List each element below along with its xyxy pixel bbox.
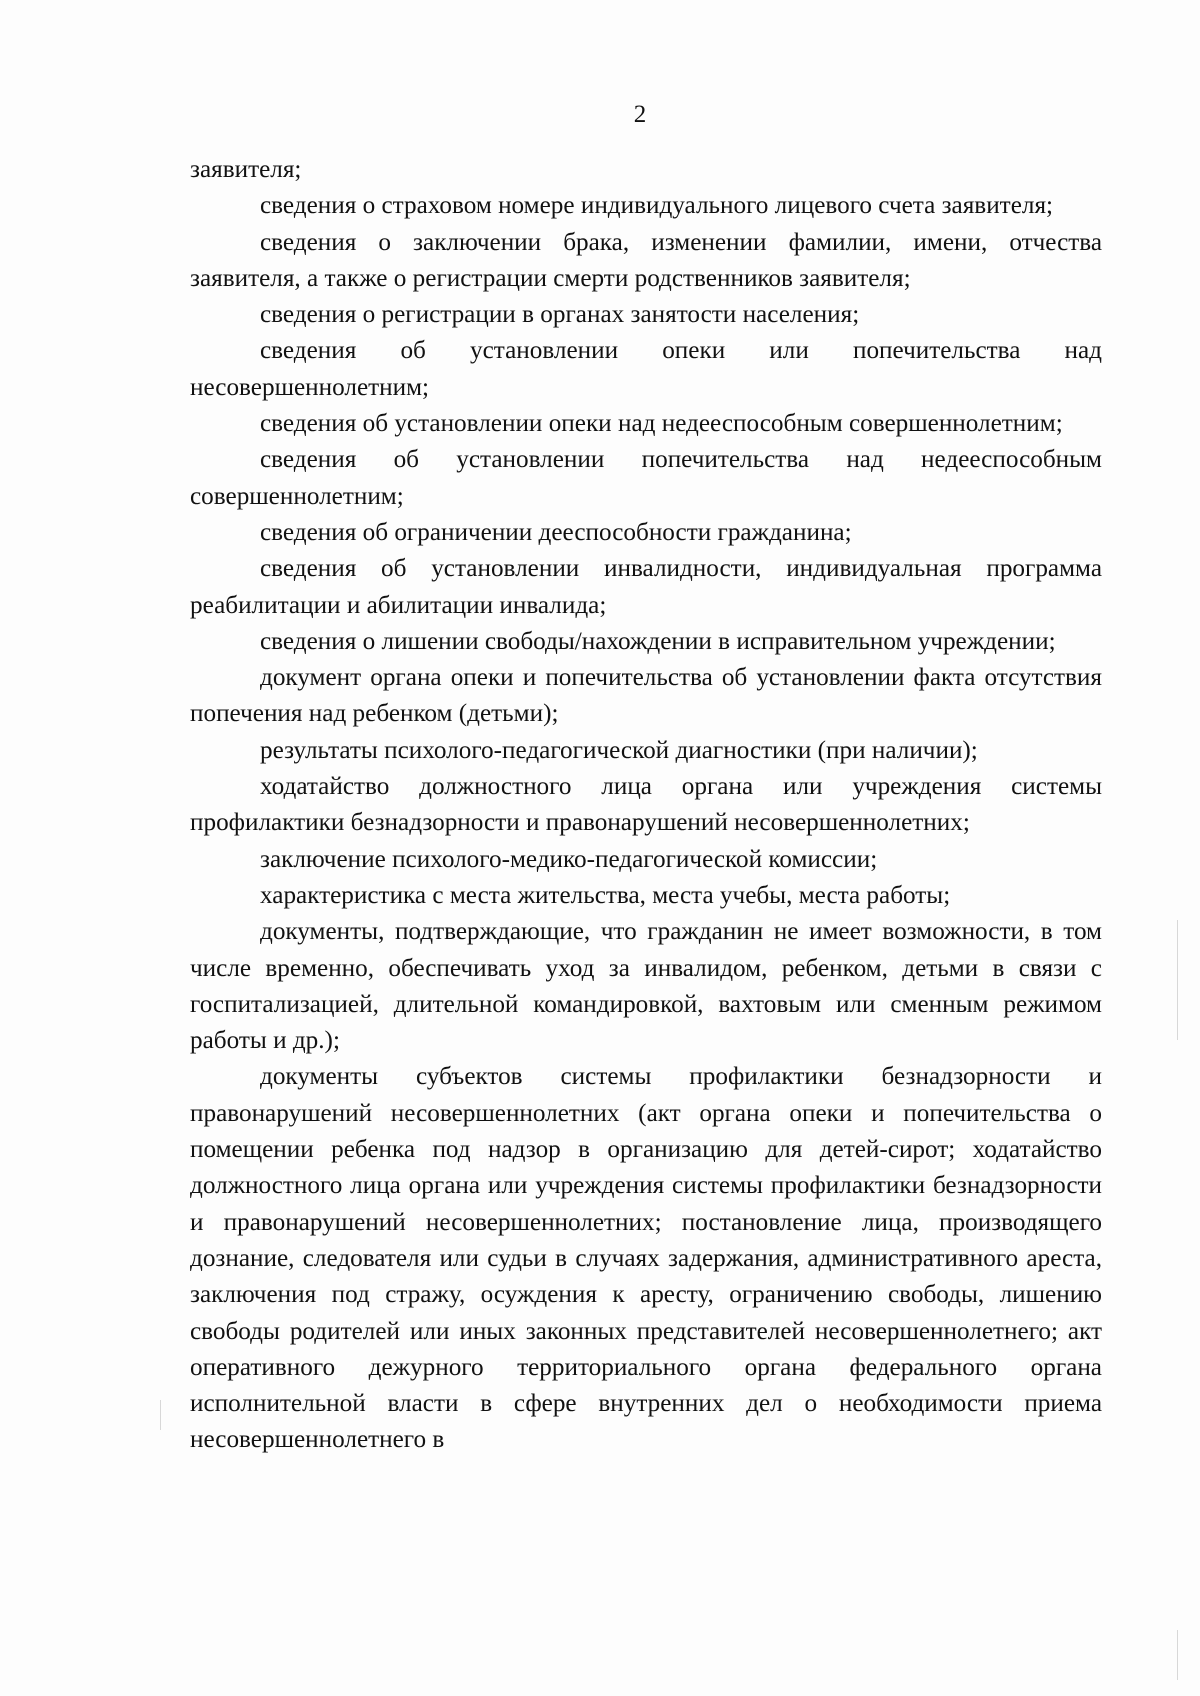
paragraph: сведения о лишении свободы/нахождении в исправительном учреждении; bbox=[260, 627, 1056, 655]
paragraph: заявителя; bbox=[190, 156, 302, 183]
paragraph: документ органа опеки и попечительства об установлении факта отсутствия попечения над ребенком (детьми); bbox=[190, 664, 1102, 728]
paragraph: сведения об установлении попечительства над недееспособным совершеннолетним; bbox=[190, 446, 1102, 510]
document-body bbox=[190, 152, 1102, 1459]
scan-artifact bbox=[1177, 920, 1178, 1040]
page-number: 2 bbox=[633, 101, 647, 128]
paragraph: ходатайство должностного лица органа или учреждения системы профилактики безнадзорности и правонарушений несовершеннолетних; bbox=[190, 773, 1102, 837]
paragraph: сведения об ограничении дееспособности гражданина; bbox=[260, 518, 852, 546]
paragraph: заключение психолого-медико-педагогической комиссии; bbox=[260, 845, 878, 873]
paragraph: документы, подтверждающие, что гражданин не имеет возможности, в том числе временно, обеспечивать уход за инвалидом, ребенком, детьми в связи с госпитализацией, длительной командировкой, вахтовым или сменным режимом работы и др.); bbox=[190, 918, 1102, 1055]
paragraph: характеристика с места жительства, места учебы, места работы; bbox=[260, 881, 951, 909]
paragraph: результаты психолого-педагогической диагностики (при наличии); bbox=[260, 736, 978, 764]
scan-artifact bbox=[160, 1400, 161, 1430]
paragraph: сведения об установлении опеки над недееспособным совершеннолетним; bbox=[260, 410, 1063, 438]
scan-artifact bbox=[1177, 1630, 1178, 1680]
paragraph: сведения об установлении опеки или попечительства над несовершеннолетним; bbox=[190, 337, 1102, 401]
paragraph: сведения о регистрации в органах занятости населения; bbox=[260, 301, 860, 329]
paragraph: сведения о заключении брака, изменении фамилии, имени, отчества заявителя, а также о регистрации смерти родственников заявителя; bbox=[190, 228, 1102, 292]
paragraph: документы субъектов системы профилактики безнадзорности и правонарушений несовершеннолетних (акт органа опеки и попечительства о помещении ребенка под надзор в организацию для детей-сирот; ходатайство должностного лица органа или учреждения системы профилактики безнадзорности и правонарушений несовершеннолетних; постановление лица, производящего дознание, следователя или судьи в случаях задержания, административного ареста, заключения под стражу, осуждения к аресту, ограничению свободы, лишению свободы родителей или иных законных представителей несовершеннолетнего; акт оперативного дежурного территориального органа федерального органа исполнительной власти в сфере внутренних дел о необходимости приема несовершеннолетнего в bbox=[190, 1063, 1102, 1454]
paragraph: сведения о страховом номере индивидуального лицевого счета заявителя; bbox=[260, 192, 1054, 220]
paragraph: сведения об установлении инвалидности, индивидуальная программа реабилитации и абилитации инвалида; bbox=[190, 555, 1102, 619]
